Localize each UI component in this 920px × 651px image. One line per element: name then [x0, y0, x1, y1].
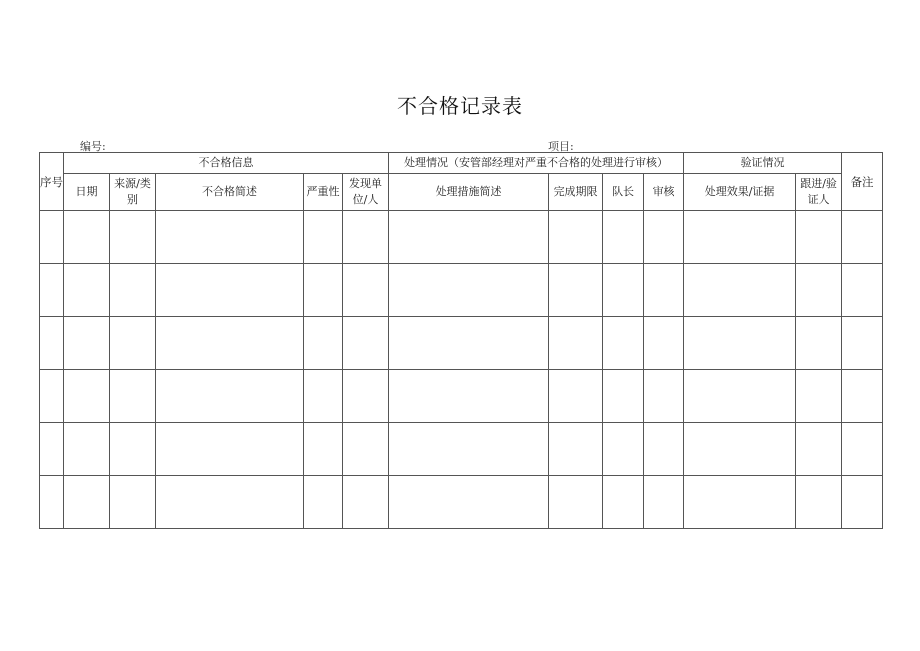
table-cell[interactable] — [110, 370, 156, 423]
header-row-groups — [40, 153, 883, 174]
description-header: 不合格简述 — [156, 174, 304, 211]
table-cell[interactable] — [40, 370, 64, 423]
review-header: 审核 — [644, 174, 684, 211]
remarks-header: 备注 — [842, 153, 883, 211]
table-cell[interactable] — [684, 476, 796, 529]
table-cell[interactable] — [603, 317, 644, 370]
table-row — [40, 211, 883, 264]
table-cell[interactable] — [644, 423, 684, 476]
handling-group-header: 处理情况（安管部经理对严重不合格的处理进行审核） — [389, 153, 684, 174]
table-cell[interactable] — [842, 370, 883, 423]
table-row — [40, 423, 883, 476]
table-row — [40, 476, 883, 529]
table-cell[interactable] — [389, 423, 549, 476]
table-cell[interactable] — [603, 211, 644, 264]
verify-group-header: 验证情况 — [684, 153, 842, 174]
finder-header: 发现单位/人 — [343, 174, 389, 211]
table-cell[interactable] — [389, 370, 549, 423]
measures-header: 处理措施简述 — [389, 174, 549, 211]
table-cell[interactable] — [549, 423, 603, 476]
table-cell[interactable] — [40, 317, 64, 370]
table-cell[interactable] — [603, 264, 644, 317]
table-cell[interactable] — [110, 264, 156, 317]
table-cell[interactable] — [796, 211, 842, 264]
table-cell[interactable] — [110, 423, 156, 476]
table-cell[interactable] — [64, 264, 110, 317]
table-cell[interactable] — [156, 264, 304, 317]
table-row — [40, 264, 883, 317]
table-cell[interactable] — [796, 317, 842, 370]
table-cell[interactable] — [549, 264, 603, 317]
table-cell[interactable] — [549, 476, 603, 529]
severity-header: 严重性 — [304, 174, 343, 211]
table-cell[interactable] — [64, 476, 110, 529]
document-title: 不合格记录表 — [397, 94, 523, 118]
date-header: 日期 — [64, 174, 110, 211]
table-cell[interactable] — [644, 264, 684, 317]
table-cell[interactable] — [684, 423, 796, 476]
table-cell[interactable] — [156, 423, 304, 476]
table-cell[interactable] — [343, 264, 389, 317]
table-cell[interactable] — [796, 264, 842, 317]
table-cell[interactable] — [389, 317, 549, 370]
table-cell[interactable] — [110, 317, 156, 370]
table-cell[interactable] — [304, 370, 343, 423]
table-cell[interactable] — [304, 476, 343, 529]
table-cell[interactable] — [644, 476, 684, 529]
table-cell[interactable] — [549, 317, 603, 370]
table-cell[interactable] — [603, 423, 644, 476]
table-cell[interactable] — [842, 264, 883, 317]
serial-number-label: 编号: — [80, 140, 106, 153]
table-row — [40, 317, 883, 370]
table-cell[interactable] — [389, 476, 549, 529]
table-cell[interactable] — [156, 211, 304, 264]
table-cell[interactable] — [343, 476, 389, 529]
table-cell[interactable] — [343, 317, 389, 370]
table-cell[interactable] — [40, 264, 64, 317]
table-cell[interactable] — [603, 476, 644, 529]
table-cell[interactable] — [156, 370, 304, 423]
table-cell[interactable] — [796, 370, 842, 423]
table-cell[interactable] — [842, 317, 883, 370]
effect-header: 处理效果/证据 — [684, 174, 796, 211]
table-cell[interactable] — [343, 370, 389, 423]
table-cell[interactable] — [549, 370, 603, 423]
table-cell[interactable] — [842, 423, 883, 476]
table-cell[interactable] — [64, 423, 110, 476]
source-header: 来源/类别 — [110, 174, 156, 211]
header-row-columns — [40, 174, 883, 211]
table-cell[interactable] — [644, 370, 684, 423]
table-cell[interactable] — [644, 211, 684, 264]
table-cell[interactable] — [156, 317, 304, 370]
deadline-header: 完成期限 — [549, 174, 603, 211]
table-body — [40, 211, 883, 529]
table-cell[interactable] — [343, 211, 389, 264]
table-cell[interactable] — [796, 476, 842, 529]
table-cell[interactable] — [389, 264, 549, 317]
table-cell[interactable] — [842, 476, 883, 529]
nonconformity-table — [39, 152, 883, 529]
table-cell[interactable] — [304, 211, 343, 264]
seq-header: 序号 — [40, 153, 64, 211]
table-cell[interactable] — [156, 476, 304, 529]
table-cell[interactable] — [796, 423, 842, 476]
table-cell[interactable] — [40, 211, 64, 264]
table-cell[interactable] — [64, 370, 110, 423]
table-cell[interactable] — [549, 211, 603, 264]
table-cell[interactable] — [304, 423, 343, 476]
table-row — [40, 370, 883, 423]
table-cell[interactable] — [684, 370, 796, 423]
info-group-header: 不合格信息 — [64, 153, 389, 174]
table-cell[interactable] — [304, 317, 343, 370]
table-cell[interactable] — [644, 317, 684, 370]
table-cell[interactable] — [343, 423, 389, 476]
table-cell[interactable] — [603, 370, 644, 423]
table-cell[interactable] — [684, 317, 796, 370]
table-cell[interactable] — [40, 423, 64, 476]
leader-header: 队长 — [603, 174, 644, 211]
table-cell[interactable] — [110, 476, 156, 529]
table-cell[interactable] — [842, 211, 883, 264]
table-cell[interactable] — [684, 211, 796, 264]
table-cell[interactable] — [40, 476, 64, 529]
table-cell[interactable] — [389, 211, 549, 264]
table-cell[interactable] — [304, 264, 343, 317]
table-cell[interactable] — [110, 211, 156, 264]
table-cell[interactable] — [64, 211, 110, 264]
table-cell[interactable] — [684, 264, 796, 317]
table-cell[interactable] — [64, 317, 110, 370]
project-label: 项目: — [548, 140, 574, 153]
follow-up-header: 跟进/验证人 — [796, 174, 842, 211]
